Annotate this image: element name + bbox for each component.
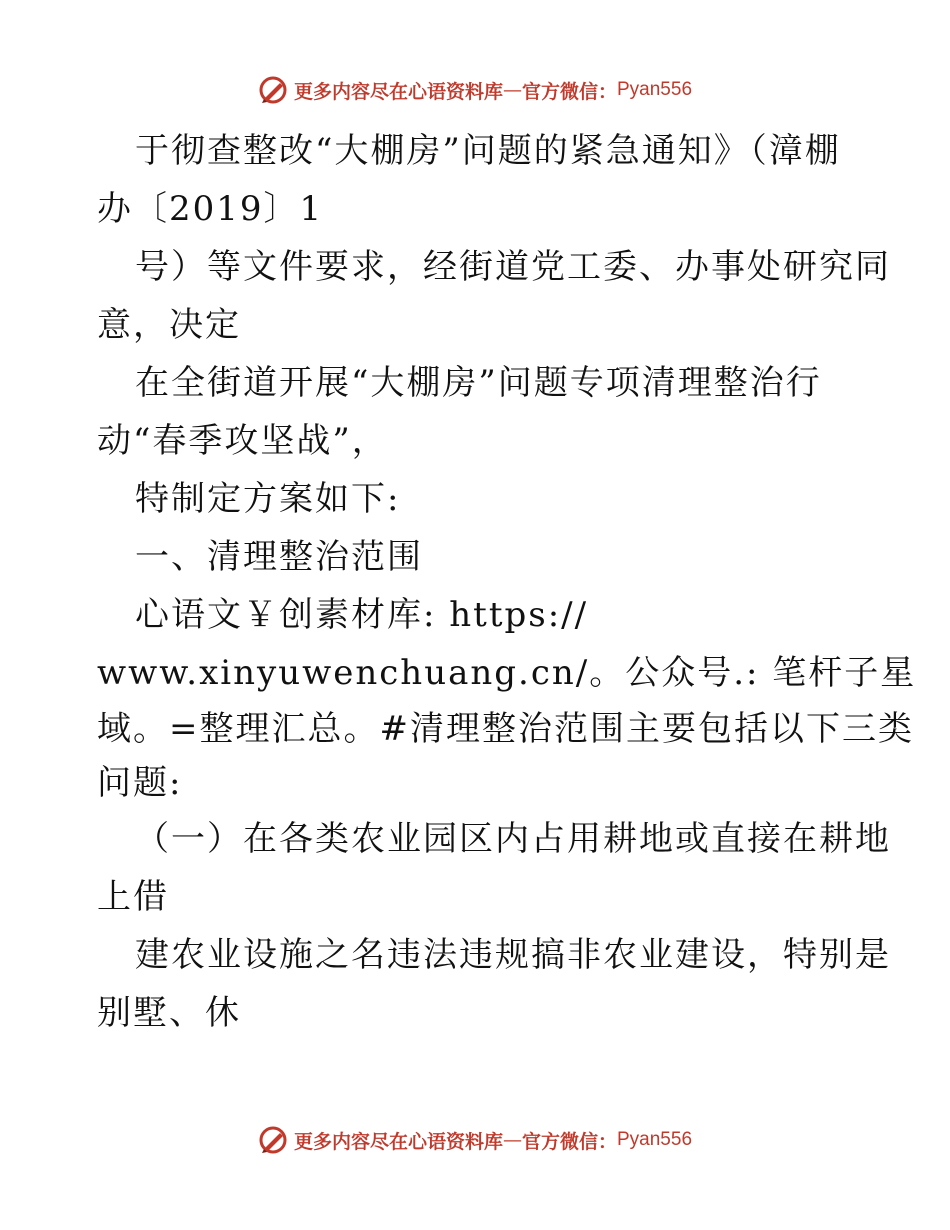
body-line: （一）在各类农业园区内占用耕地或直接在耕地 — [135, 819, 891, 859]
body-line: 建农业设施之名违法违规搞非农业建设，特别是 — [135, 935, 891, 975]
banner-title: 更多内容尽在心语资料库 — [293, 1130, 503, 1153]
header-banner — [0, 70, 950, 110]
banner-wechat-id: Pyan556 — [617, 79, 693, 100]
body-line: www.xinyuwenchuang.cn/。公众号.: 笔杆子星 — [97, 653, 917, 693]
body-line: 于彻查整改“大棚房”问题的紧急通知》（漳棚 — [135, 131, 841, 171]
body-line: 问题: — [97, 763, 183, 803]
body-line: 号）等文件要求，经街道党工委、办事处研究同 — [135, 247, 891, 287]
pen-logo-icon — [258, 75, 288, 105]
body-line: 动“春季攻坚战”， — [97, 421, 388, 461]
body-line: 域。=整理汇总。#清理整治范围主要包括以下三类 — [97, 709, 914, 749]
body-line: 心语文￥创素材库: https:// — [135, 595, 589, 635]
body-line: 上借 — [97, 877, 169, 917]
banner-title: 更多内容尽在心语资料库 — [293, 80, 503, 103]
footer-banner — [0, 1120, 950, 1160]
body-line: 特制定方案如下: — [135, 479, 401, 519]
document-body — [97, 122, 917, 1042]
banner-separator: — — [502, 1129, 522, 1151]
banner-wechat-id: Pyan556 — [617, 1129, 693, 1150]
body-line: 办〔2019〕1 — [97, 189, 324, 229]
pen-logo-icon — [258, 1125, 288, 1155]
banner-wechat-label: 官方微信： — [521, 80, 617, 103]
section-heading: 一、清理整治范围 — [135, 537, 423, 577]
banner-separator: — — [502, 79, 522, 101]
body-line: 在全街道开展“大棚房”问题专项清理整治行 — [135, 363, 822, 403]
body-line: 意，决定 — [97, 305, 241, 345]
banner-wechat-label: 官方微信： — [521, 1130, 617, 1153]
body-line: 别墅、休 — [97, 993, 241, 1033]
